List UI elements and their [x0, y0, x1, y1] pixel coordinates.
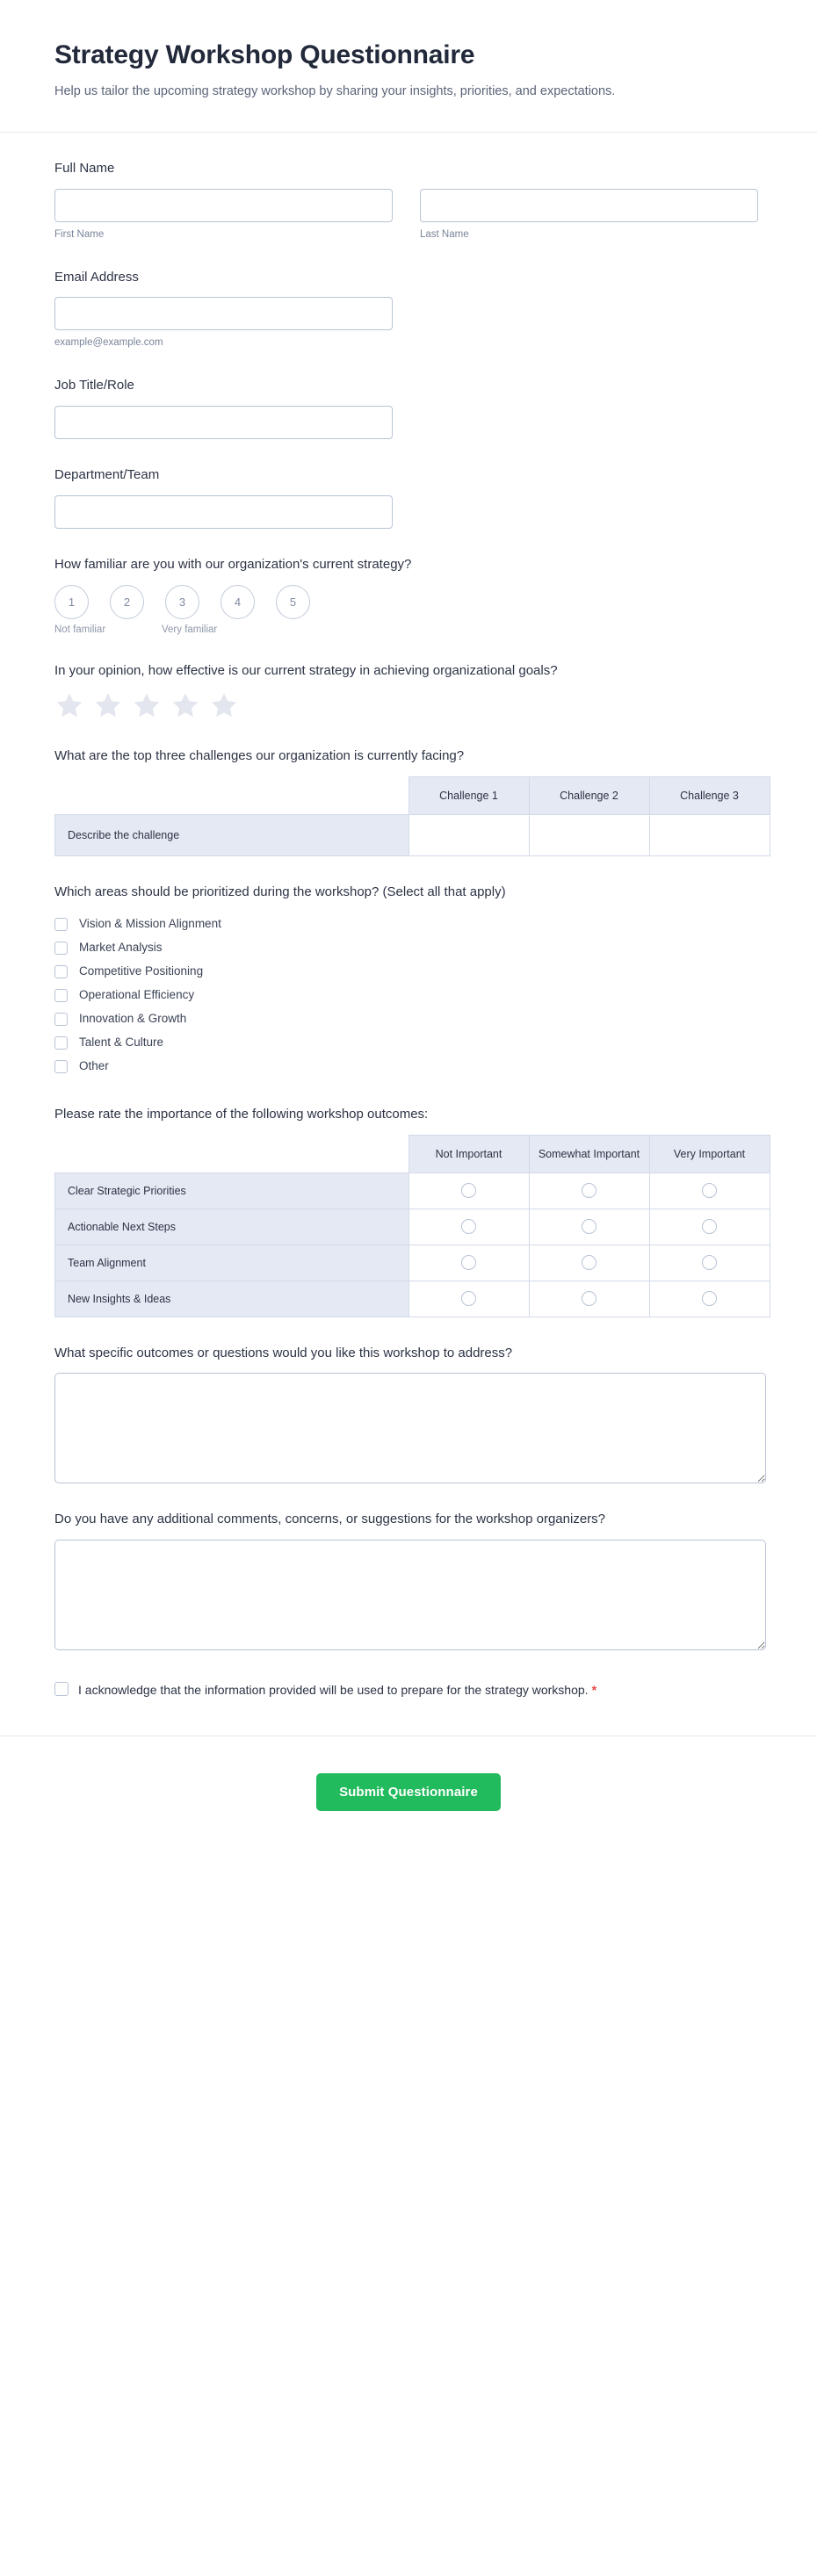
outcomes-radio-cell[interactable]	[529, 1281, 649, 1317]
star-icon-4[interactable]	[170, 690, 200, 720]
field-specific-outcomes	[0, 1344, 817, 1484]
familiarity-option-3[interactable]: 3	[165, 585, 199, 619]
outcomes-row-label: Team Alignment	[55, 1245, 409, 1281]
outcomes-matrix-body	[55, 1173, 770, 1317]
outcomes-radio-cell[interactable]	[408, 1281, 529, 1317]
field-priorities	[0, 883, 817, 1079]
outcomes-corner-cell	[55, 1135, 409, 1173]
first-name-sublabel: First Name	[54, 228, 105, 240]
page-title: Strategy Workshop Questionnaire	[54, 40, 475, 69]
outcomes-radio-cell[interactable]	[529, 1173, 649, 1209]
email-sublabel: example@example.com	[54, 337, 163, 349]
page-subtitle: Help us tailor the upcoming strategy workshop by sharing your insights, priorities, and expectations.	[54, 83, 616, 98]
radio-button[interactable]	[461, 1183, 476, 1198]
priority-checkbox[interactable]	[54, 1013, 68, 1026]
familiarity-option-5[interactable]: 5	[276, 585, 310, 619]
outcomes-column-header: Not Important	[408, 1135, 529, 1173]
challenges-input-cell[interactable]	[408, 815, 529, 856]
department-input[interactable]	[54, 495, 393, 529]
priority-option-label: Innovation & Growth	[79, 1012, 187, 1026]
priority-option-label: Operational Efficiency	[79, 988, 195, 1002]
priorities-question: Which areas should be prioritized during the workshop? (Select all that apply)	[54, 884, 506, 900]
field-job-title	[0, 376, 817, 439]
radio-button[interactable]	[702, 1255, 717, 1270]
challenges-column-header: Challenge 1	[408, 777, 529, 815]
priority-option-row[interactable]	[54, 984, 763, 1007]
job-title-input[interactable]	[54, 406, 393, 439]
field-additional-comments	[0, 1510, 817, 1650]
field-challenges	[0, 747, 817, 856]
star-icon-3[interactable]	[132, 690, 162, 720]
required-asterisk: *	[591, 1683, 597, 1698]
field-outcomes-matrix	[0, 1105, 817, 1317]
job-title-label: Job Title/Role	[54, 378, 134, 393]
familiarity-question: How familiar are you with our organization's current strategy?	[54, 556, 412, 572]
outcomes-radio-cell[interactable]	[408, 1209, 529, 1245]
form-footer	[0, 1736, 817, 1864]
familiarity-scale	[54, 585, 763, 619]
field-full-name	[0, 159, 817, 242]
challenges-row-label: Describe the challenge	[55, 815, 409, 856]
star-icon-1[interactable]	[54, 690, 84, 720]
priority-checkbox[interactable]	[54, 942, 68, 955]
effectiveness-star-rating[interactable]	[54, 690, 763, 720]
priority-option-label: Market Analysis	[79, 941, 163, 955]
field-email	[0, 268, 817, 350]
priority-option-label: Vision & Mission Alignment	[79, 917, 221, 931]
challenges-corner-cell	[55, 777, 409, 815]
table-row	[55, 1245, 770, 1281]
table-row	[55, 1173, 770, 1209]
priority-option-row[interactable]	[54, 1031, 763, 1055]
acknowledgement-row	[0, 1680, 817, 1699]
additional-comments-question: Do you have any additional comments, concerns, or suggestions for the workshop organizers?	[54, 1512, 606, 1527]
additional-comments-textarea[interactable]	[54, 1540, 766, 1650]
effectiveness-question: In your opinion, how effective is our current strategy in achieving organizational goals?	[54, 662, 558, 678]
priorities-checkbox-list	[54, 913, 763, 1079]
outcomes-row-label: New Insights & Ideas	[55, 1281, 409, 1317]
last-name-group	[420, 189, 758, 242]
first-name-input[interactable]	[54, 189, 393, 222]
challenges-input-cell[interactable]	[529, 815, 649, 856]
outcomes-matrix-head	[55, 1135, 770, 1173]
outcomes-matrix-table	[54, 1135, 770, 1317]
priority-option-row[interactable]	[54, 913, 763, 936]
form-header	[0, 0, 817, 133]
outcomes-column-header: Very Important	[649, 1135, 770, 1173]
table-row	[55, 815, 770, 856]
radio-button[interactable]	[702, 1291, 717, 1306]
job-title-group	[54, 406, 763, 439]
outcomes-header-row	[55, 1135, 770, 1173]
challenges-column-header: Challenge 3	[649, 777, 770, 815]
outcomes-matrix-question: Please rate the importance of the following workshop outcomes:	[54, 1106, 429, 1122]
department-group	[54, 495, 763, 529]
priority-option-label: Other	[79, 1059, 109, 1073]
challenges-table-head	[55, 777, 770, 815]
familiarity-legend: Not familiar Very familiar	[54, 624, 218, 635]
acknowledgement-checkbox[interactable]	[54, 1682, 69, 1696]
outcomes-radio-cell[interactable]	[408, 1173, 529, 1209]
outcomes-radio-cell[interactable]	[649, 1245, 770, 1281]
radio-button[interactable]	[582, 1255, 596, 1270]
email-group	[54, 297, 763, 350]
priority-option-row[interactable]	[54, 960, 763, 984]
priority-option-label: Talent & Culture	[79, 1035, 164, 1050]
familiarity-option-2[interactable]: 2	[110, 585, 144, 619]
email-input[interactable]	[54, 297, 393, 330]
challenges-table-body	[55, 815, 770, 856]
challenges-input-cell[interactable]	[649, 815, 770, 856]
challenges-question: What are the top three challenges our organization is currently facing?	[54, 748, 465, 764]
outcomes-radio-cell[interactable]	[529, 1209, 649, 1245]
acknowledgement-label: I acknowledge that the information provided will be used to prepare for the strategy workshop.	[78, 1683, 589, 1698]
specific-outcomes-question: What specific outcomes or questions would you like this workshop to address?	[54, 1345, 513, 1360]
field-department	[0, 465, 817, 529]
challenges-table	[54, 776, 770, 856]
challenges-column-header: Challenge 2	[529, 777, 649, 815]
radio-button[interactable]	[702, 1219, 717, 1234]
priority-option-row[interactable]	[54, 1055, 763, 1079]
star-icon-2[interactable]	[93, 690, 123, 720]
priority-option-row[interactable]	[54, 936, 763, 960]
priority-option-label: Competitive Positioning	[79, 964, 204, 978]
field-familiarity	[0, 555, 817, 635]
field-effectiveness	[0, 661, 817, 721]
priority-option-row[interactable]	[54, 1007, 763, 1031]
outcomes-radio-cell[interactable]	[529, 1245, 649, 1281]
outcomes-radio-cell[interactable]	[408, 1245, 529, 1281]
priority-checkbox[interactable]	[54, 1036, 68, 1050]
radio-button[interactable]	[582, 1219, 596, 1234]
department-label: Department/Team	[54, 467, 160, 483]
last-name-sublabel: Last Name	[420, 228, 469, 240]
full-name-row	[54, 189, 763, 242]
familiarity-option-1[interactable]: 1	[54, 585, 89, 619]
specific-outcomes-textarea[interactable]	[54, 1373, 766, 1483]
priority-checkbox[interactable]	[54, 1060, 68, 1073]
outcomes-radio-cell[interactable]	[649, 1209, 770, 1245]
outcomes-row-label: Actionable Next Steps	[55, 1209, 409, 1245]
email-label: Email Address	[54, 269, 139, 285]
radio-button[interactable]	[582, 1183, 596, 1198]
table-row	[55, 1281, 770, 1317]
acknowledgement-text-wrap	[78, 1680, 596, 1699]
challenges-header-row	[55, 777, 770, 815]
familiarity-option-4[interactable]: 4	[221, 585, 255, 619]
outcomes-row-label: Clear Strategic Priorities	[55, 1173, 409, 1209]
full-name-label: Full Name	[54, 160, 115, 176]
outcomes-radio-cell[interactable]	[649, 1173, 770, 1209]
familiarity-high-label: Very familiar	[162, 624, 218, 635]
radio-button[interactable]	[702, 1183, 717, 1198]
outcomes-column-header: Somewhat Important	[529, 1135, 649, 1173]
table-row	[55, 1209, 770, 1245]
priority-checkbox[interactable]	[54, 965, 68, 978]
last-name-input[interactable]	[420, 189, 758, 222]
priority-checkbox[interactable]	[54, 989, 68, 1002]
outcomes-radio-cell[interactable]	[649, 1281, 770, 1317]
star-icon-5[interactable]	[209, 690, 239, 720]
radio-button[interactable]	[582, 1291, 596, 1306]
radio-button[interactable]	[461, 1255, 476, 1270]
radio-button[interactable]	[461, 1291, 476, 1306]
first-name-group	[54, 189, 393, 242]
priority-checkbox[interactable]	[54, 918, 68, 931]
submit-button[interactable]: Submit Questionnaire	[316, 1773, 501, 1811]
radio-button[interactable]	[461, 1219, 476, 1234]
